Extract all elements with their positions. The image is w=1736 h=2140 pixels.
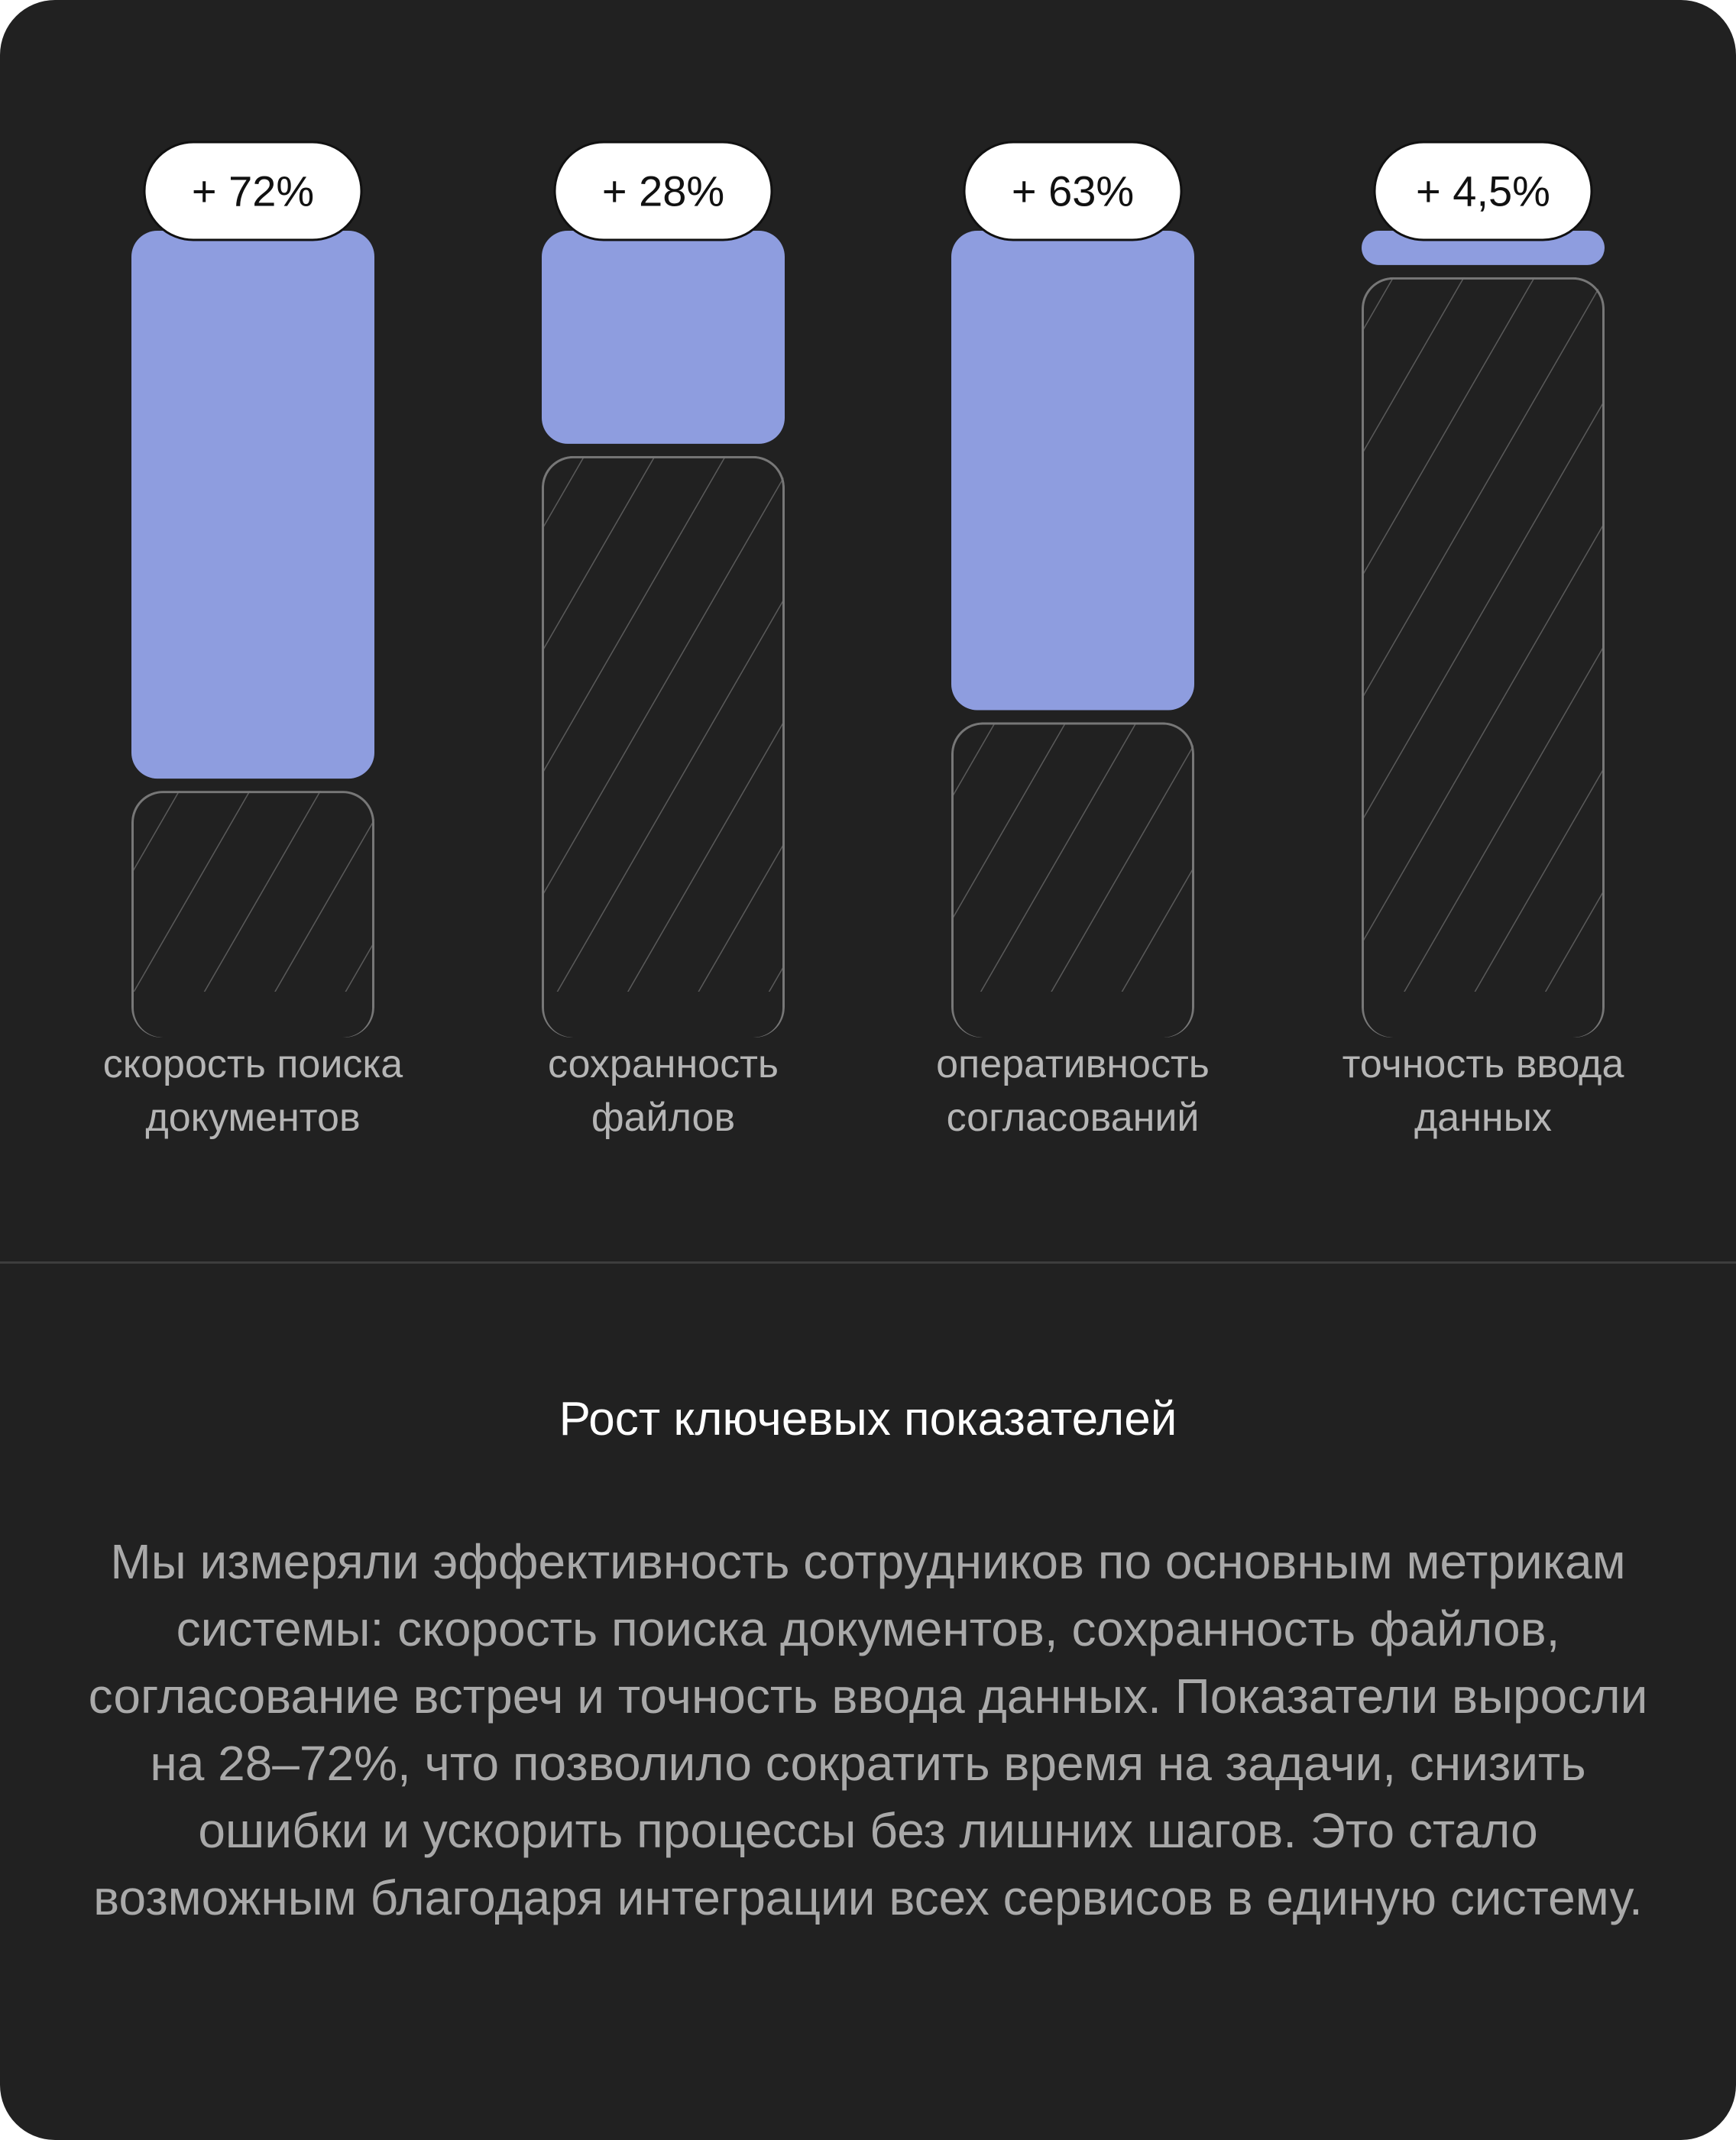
category-label: данных — [1414, 1096, 1553, 1140]
value-bar — [542, 231, 785, 444]
remainder-area — [542, 456, 785, 1039]
remainder-area — [1362, 277, 1605, 1039]
data-label: + 4,5% — [1416, 167, 1550, 215]
data-label: + 63% — [1011, 167, 1135, 215]
data-label: + 72% — [191, 167, 315, 215]
remainder-area — [951, 722, 1194, 1038]
data-label: + 28% — [601, 167, 725, 215]
category-label: сохранность — [547, 1042, 779, 1086]
category-label: согласований — [946, 1096, 1200, 1140]
remainder-hatch — [951, 722, 1194, 992]
value-bar — [131, 231, 374, 779]
value-bar — [951, 231, 1194, 710]
divider — [0, 1261, 1736, 1264]
remainder-area — [131, 791, 374, 1038]
section-title: Рост ключевых показателей — [559, 1393, 1177, 1446]
remainder-hatch — [131, 791, 374, 992]
category-label: точность ввода — [1342, 1042, 1624, 1086]
remainder-hatch — [1362, 277, 1605, 992]
category-label: скорость поиска — [102, 1042, 403, 1086]
section-description: Мы измеряли эффективность сотрудников по основным метрикам системы: скорость поиска документов, сохранность файлов, согласование встреч и точность ввода данных. Показатели выросли на 28–72%, что позволило сократить время на задачи, снизить ошибки и ускорить процессы без лишних шагов. Это стало возможным благодаря интеграции всех сервисов в единую систему. — [88, 1534, 1648, 1925]
category-label: оперативность — [936, 1042, 1210, 1086]
category-label: документов — [145, 1096, 361, 1140]
remainder-hatch — [542, 456, 785, 992]
category-label: файлов — [591, 1096, 736, 1140]
